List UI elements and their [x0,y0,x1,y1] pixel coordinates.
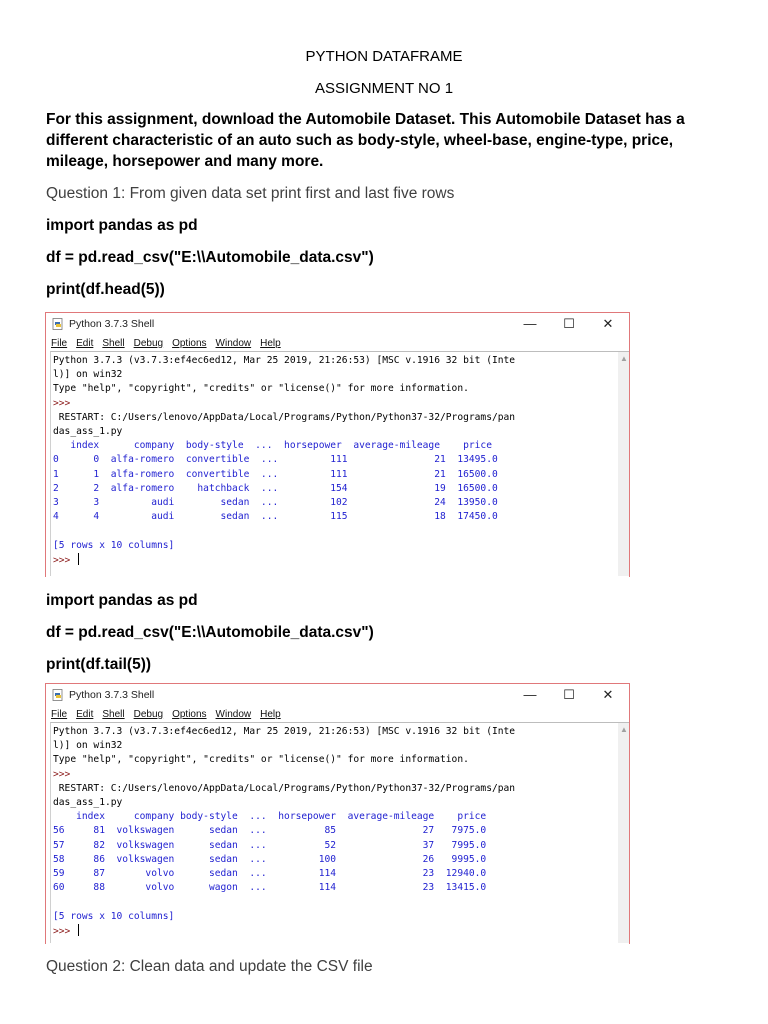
scroll-up-icon[interactable]: ▲ [620,725,628,734]
menu-window[interactable]: Window [215,709,252,720]
banner-line: Python 3.7.3 (v3.7.3:ef4ec6ed12, Mar 25 2019, 21:26:53) [MSC v.1916 32 bit (Inte [53,726,516,737]
python-shell-window-tail [45,683,630,944]
banner-line: Type "help", "copyright", "credits" or "license()" for more information. [53,754,469,766]
table-row: 2 2 alfa-romero hatchback ... 154 19 16500.0 [53,482,498,494]
minimize-button[interactable]: — [523,316,537,331]
table-row: 4 4 audi sedan ... 115 18 17450.0 [53,511,498,523]
menu-file[interactable]: File [51,338,68,349]
menu-shell[interactable]: Shell [102,709,125,720]
shell-prompt: >>> [53,768,71,780]
table-row: 59 87 volvo sedan ... 114 23 12940.0 [53,868,487,880]
table-row: 56 81 volkswagen sedan ... 85 27 7975.0 [53,825,487,837]
table-row: 3 3 audi sedan ... 102 24 13950.0 [53,497,498,509]
menu-options[interactable]: Options [172,709,207,720]
close-button[interactable]: ✕ [602,687,614,702]
code-tail: print(df.tail(5)) [46,656,152,673]
menu-edit[interactable]: Edit [76,709,94,720]
shell-prompt: >>> [53,397,71,409]
table-row: 60 88 volvo wagon ... 114 23 13415.0 [53,882,487,894]
maximize-button[interactable]: ☐ [563,316,575,331]
menu-help[interactable]: Help [260,709,281,720]
banner-line: l)] on win32 [53,740,123,752]
table-header: index company body-style ... horsepower average-mileage price [53,440,492,452]
text-cursor [78,553,79,565]
rows-summary: [5 rows x 10 columns] [53,539,175,551]
shell-console[interactable] [50,351,630,576]
window-title: Python 3.7.3 Shell [69,318,155,330]
question-2: Question 2: Clean data and update the CSV file [46,958,373,975]
scroll-up-icon[interactable]: ▲ [620,354,628,363]
menu-shell[interactable]: Shell [102,338,125,349]
code-read-1: df = pd.read_csv("E:\\Automobile_data.csv") [46,249,374,266]
menu-bar [45,336,630,351]
close-button[interactable]: ✕ [602,316,614,331]
table-header: index company body-style ... horsepower average-mileage price [53,811,487,823]
table-row: 1 1 alfa-romero convertible ... 111 21 16500.0 [53,468,498,480]
banner-line: Type "help", "copyright", "credits" or "license()" for more information. [53,383,469,395]
restart-line: das_ass_1.py [53,426,123,438]
restart-line: RESTART: C:/Users/lenovo/AppData/Local/Programs/Python/Python37-32/Programs/pan [53,411,516,423]
banner-line: l)] on win32 [53,369,123,381]
table-row: 58 86 volkswagen sedan ... 100 26 9995.0 [53,853,487,865]
doc-subtitle: ASSIGNMENT NO 1 [314,80,454,97]
code-head: print(df.head(5)) [46,281,165,298]
python-icon [52,318,64,330]
menu-window[interactable]: Window [215,338,252,349]
rows-summary: [5 rows x 10 columns] [53,910,175,922]
window-title: Python 3.7.3 Shell [69,689,155,701]
menu-help[interactable]: Help [260,338,281,349]
code-read-2: df = pd.read_csv("E:\\Automobile_data.csv") [46,624,374,641]
menu-debug[interactable]: Debug [133,338,164,349]
doc-title: PYTHON DATAFRAME [305,48,463,65]
table-row: 0 0 alfa-romero convertible ... 111 21 13495.0 [53,454,498,466]
intro-paragraph: For this assignment, download the Automobile Dataset. This Automobile Dataset has a different characteristic of an auto such as body-style, wheel-base, engine-type, price, mileage, horsepower and many more. [46,111,685,170]
shell-prompt-end: >>> [53,925,77,937]
menu-edit[interactable]: Edit [76,338,94,349]
minimize-button[interactable]: — [523,687,537,702]
restart-line: das_ass_1.py [53,797,123,809]
text-cursor [78,924,79,936]
window-title-bar [45,683,630,707]
python-icon [52,689,64,701]
window-title-bar [45,312,630,336]
maximize-button[interactable]: ☐ [563,687,575,702]
table-row: 57 82 volkswagen sedan ... 52 37 7995.0 [53,839,487,851]
shell-prompt-end: >>> [53,554,77,566]
code-import-2: import pandas as pd [46,592,198,609]
vertical-scrollbar[interactable] [618,723,630,943]
vertical-scrollbar[interactable] [618,352,630,576]
menu-file[interactable]: File [51,709,68,720]
banner-line: Python 3.7.3 (v3.7.3:ef4ec6ed12, Mar 25 2019, 21:26:53) [MSC v.1916 32 bit (Inte [53,355,516,366]
menu-options[interactable]: Options [172,338,207,349]
menu-bar [45,707,630,722]
python-shell-window-head [45,312,630,577]
code-import-1: import pandas as pd [46,217,198,234]
menu-debug[interactable]: Debug [133,709,164,720]
restart-line: RESTART: C:/Users/lenovo/AppData/Local/Programs/Python/Python37-32/Programs/pan [53,782,516,794]
shell-console[interactable] [50,722,630,943]
question-1: Question 1: From given data set print first and last five rows [46,185,455,202]
